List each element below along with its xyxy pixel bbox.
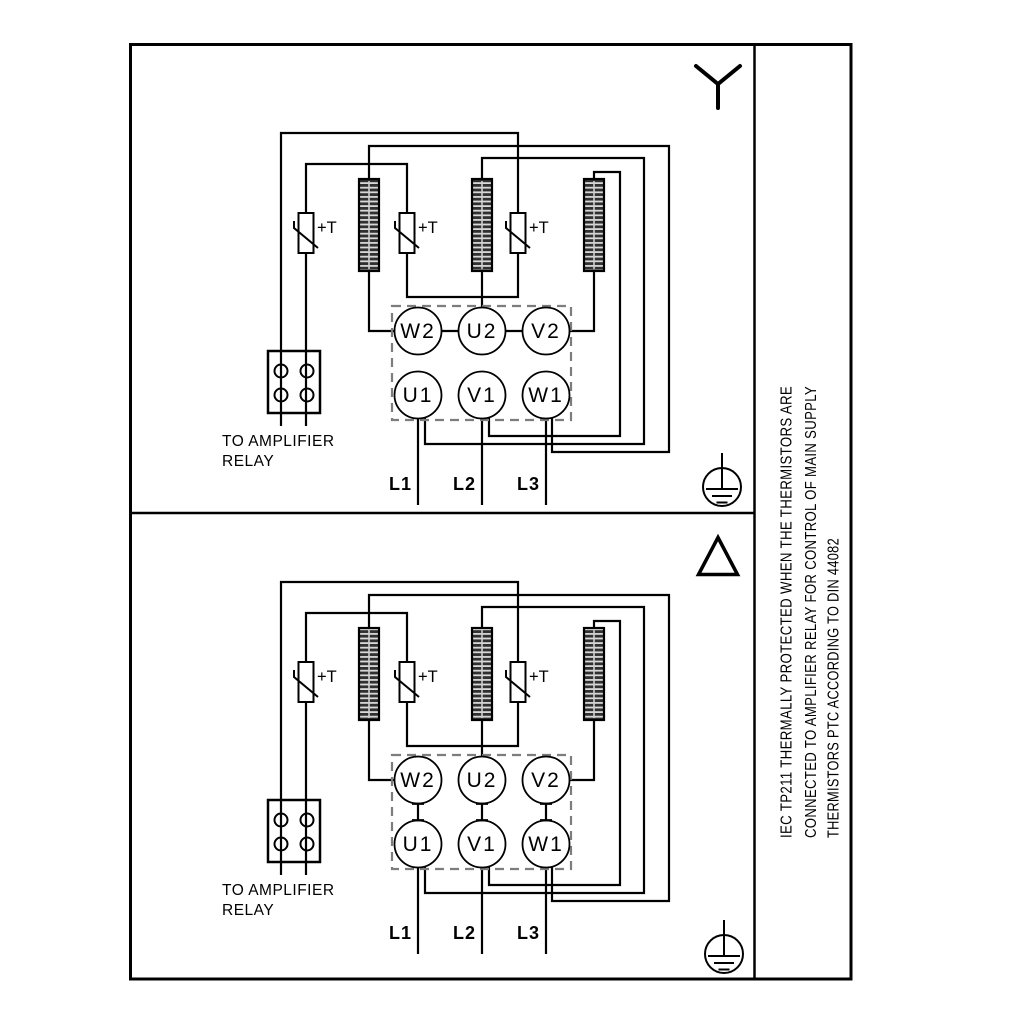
amplifier-relay-terminal-box — [268, 800, 320, 862]
supply-label-l3: L3 — [516, 923, 540, 943]
relay-caption-line-1: TO AMPLIFIER — [222, 882, 335, 899]
terminal-label: V2 — [531, 769, 561, 792]
star-connection-panel — [222, 66, 741, 506]
delta-link — [476, 804, 488, 820]
wire — [369, 271, 395, 331]
side-note-line-2: CONNECTED TO AMPLIFIER RELAY FOR CONTROL OF MAIN SUPPLY — [803, 303, 820, 838]
terminal-label: W2 — [400, 320, 436, 343]
supply-label-l1: L1 — [388, 474, 412, 494]
ptc-thermistor-icon — [294, 213, 318, 253]
winding-coil-icon — [472, 179, 492, 271]
ptc-thermistor-icon — [395, 213, 419, 253]
delta-link — [412, 804, 424, 820]
thermistor-plus-t-label: +T — [418, 668, 438, 686]
terminal-label: W1 — [528, 833, 564, 856]
relay-caption-line-2: RELAY — [222, 902, 275, 919]
wire — [570, 271, 595, 331]
thermistor-plus-t-label: +T — [529, 219, 549, 237]
terminal-label: U2 — [466, 320, 498, 343]
supply-label-l1: L1 — [388, 923, 412, 943]
terminal-label: U1 — [402, 384, 434, 407]
wire — [407, 253, 518, 297]
winding-coil-icon — [584, 179, 604, 271]
thermistor-plus-t-label: +T — [418, 219, 438, 237]
side-note-line-1: IEC TP211 THERMALLY PROTECTED WHEN THE THERMISTORS ARE — [778, 307, 796, 838]
earth-ground-icon — [705, 920, 743, 973]
delta-connection-panel — [222, 538, 743, 974]
terminal-label: W1 — [528, 384, 564, 407]
side-note — [778, 303, 843, 838]
supply-label-l2: L2 — [452, 923, 476, 943]
amplifier-relay-terminal-box — [268, 351, 320, 413]
star-connection-icon — [696, 66, 740, 108]
wire — [407, 702, 518, 746]
supply-label-l2: L2 — [452, 474, 476, 494]
side-note-line-3: THERMISTORS PTC ACCORDING TO DIN 44082 — [825, 473, 843, 838]
ptc-thermistor-icon — [395, 662, 419, 702]
thermistor-plus-t-label: +T — [529, 668, 549, 686]
winding-coil-icon — [359, 179, 379, 271]
terminal-label: W2 — [400, 769, 436, 792]
delta-link — [540, 804, 552, 820]
ptc-thermistor-icon — [506, 662, 530, 702]
wire — [369, 720, 395, 780]
terminal-label: V1 — [467, 384, 497, 407]
delta-connection-icon — [699, 538, 738, 575]
ptc-thermistor-icon — [506, 213, 530, 253]
thermistor-plus-t-label: +T — [317, 219, 337, 237]
ptc-thermistor-icon — [294, 662, 318, 702]
winding-coil-icon — [584, 628, 604, 720]
wire — [306, 164, 407, 213]
earth-ground-icon — [703, 453, 741, 506]
terminal-label: V2 — [531, 320, 561, 343]
supply-label-l3: L3 — [516, 474, 540, 494]
terminal-label: U2 — [466, 769, 498, 792]
winding-coil-icon — [359, 628, 379, 720]
relay-caption-line-2: RELAY — [222, 453, 275, 470]
terminal-label: U1 — [402, 833, 434, 856]
winding-coil-icon — [472, 628, 492, 720]
wire — [306, 613, 407, 662]
wire — [570, 720, 595, 780]
thermistor-plus-t-label: +T — [317, 668, 337, 686]
terminal-label: V1 — [467, 833, 497, 856]
relay-caption-line-1: TO AMPLIFIER — [222, 433, 335, 450]
